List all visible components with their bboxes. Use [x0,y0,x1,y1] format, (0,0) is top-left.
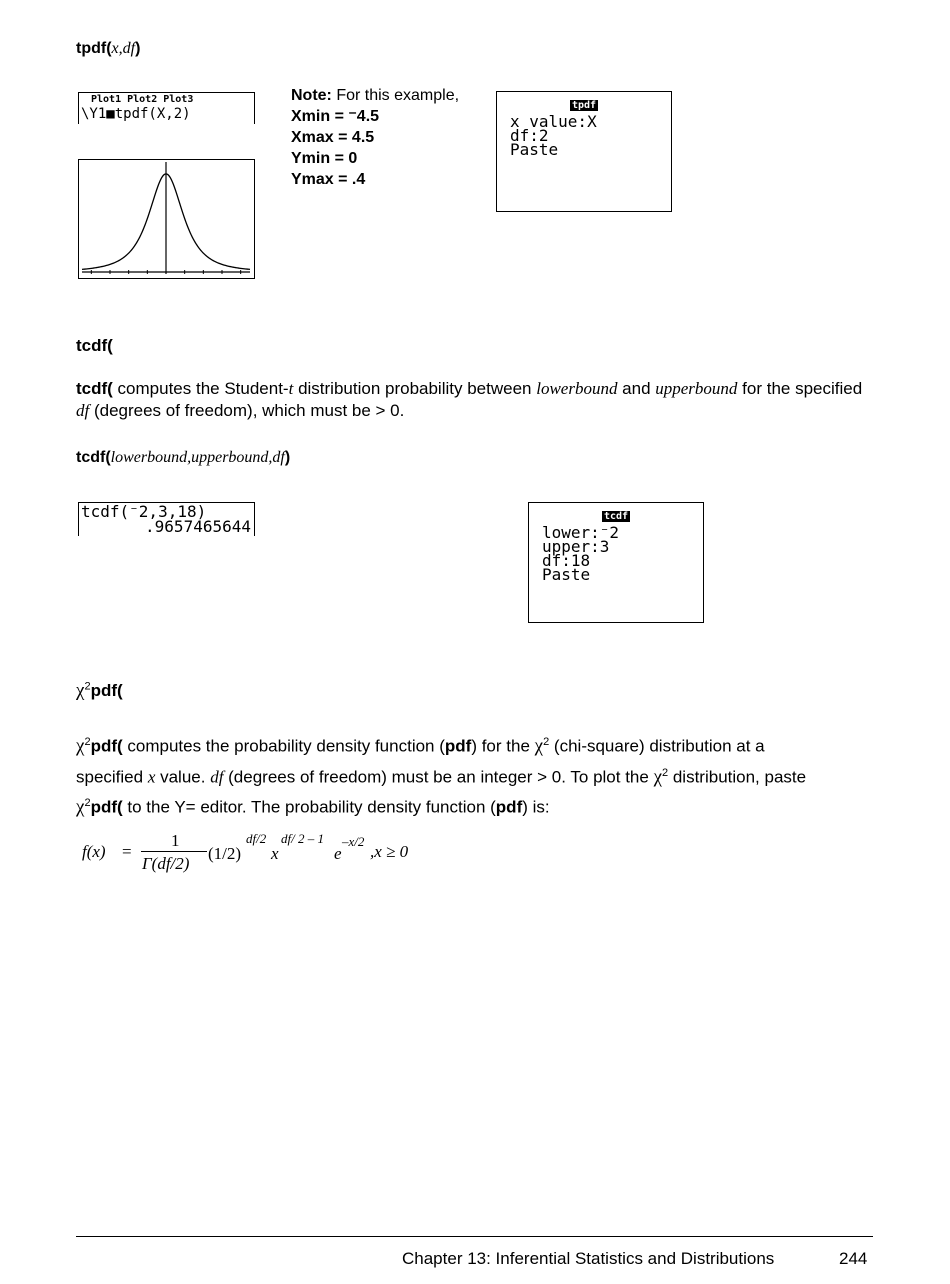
tcdf-home-screen [78,502,255,536]
tpdf-graph-screen [78,159,255,279]
tpdf-graph [79,160,253,277]
formula-half: (1/2) [208,844,242,863]
formula-denominator: Γ(df/2) [142,854,190,873]
note-ymax: Ymax = .4 [291,171,366,188]
tpdf-syntax-close: ) [135,40,141,57]
tcdf-desc-upperbound: upperbound [655,379,738,398]
chi2-desc-text-2d: distribution, paste [668,767,807,787]
tpdf-syntax-name: tpdf( [76,40,112,57]
formula-numerator: 1 [171,831,180,850]
formula-lhs: f(x) [82,842,106,861]
note-xmin: Xmin = ⁻4.5 [291,108,380,125]
tpdf-menu-df: df:2 [510,126,549,145]
tcdf-desc-name: tcdf( [76,379,113,398]
tcdf-menu-df: df:18 [542,551,591,570]
tpdf-syntax [76,40,140,58]
formula-tail: ,x ≥ 0 [370,842,409,861]
tcdf-syntax [76,449,290,467]
tcdf-syntax-args: lowerbound,upperbound,df [110,449,285,466]
footer-chapter: Chapter 13: Inferential Statistics and Distributions [402,1249,775,1268]
chi2-desc-name-1: pdf( [90,736,123,756]
chi2-heading-chi: χ [76,680,85,701]
chi2-desc-sup-3: 2 [84,797,91,810]
tcdf-syntax-close: ) [284,449,291,466]
chi2-desc-name-3: pdf( [90,797,123,817]
chi2-desc-text-2a: specified [76,767,148,787]
note-first-line [291,85,459,106]
chi2-desc-text-1a: computes the probability density function ( [122,736,445,756]
tcdf-menu-header: tcdf [603,511,629,522]
tcdf-desc-text-3: and [617,379,656,398]
tpdf-menu-paste: Paste [510,140,559,159]
tcdf-description [76,378,876,422]
tcdf-menu-header-row [529,506,703,524]
formula-eq: = [122,842,132,861]
chi2pdf-description [76,729,896,821]
tcdf-menu-lines [542,523,703,584]
yeditor-y1-line: \Y1■tpdf(X,2) [81,106,191,122]
chi2-heading-sup: 2 [84,680,91,693]
tpdf-menu-header: tpdf [571,100,597,111]
tcdf-desc-text-2: distribution probability between [293,379,537,398]
tcdf-desc-t-var: t [288,379,294,398]
formula-exp1: df/2 [246,831,267,846]
tpdf-menu-xvalue: x value:X [510,112,597,131]
tpdf-menu-screen [496,91,672,212]
chi2-desc-text-3a: to the Y= editor. The probability density function ( [122,797,496,817]
chi2-desc-text-1b: ) for the [471,736,535,756]
chi2-desc-chi-3: χ [76,796,85,818]
tcdf-desc-text-4: for the specified [737,379,863,398]
chi2-desc-text-3b: ) is: [522,797,550,817]
tcdf-desc-lowerbound: lowerbound [536,379,618,398]
chi2-desc-chi-1b: χ [534,735,544,757]
yeditor-plots-line: Plot1 Plot2 Plot3 [91,94,194,105]
tcdf-heading: tcdf( [76,336,113,355]
note-xmax: Xmax = 4.5 [291,129,375,146]
home-line-2: .9657465644 [145,517,251,536]
note-ymin: Ymin = 0 [291,150,358,167]
tpdf-syntax-args: x,df [111,40,136,57]
tcdf-desc-df: df [76,401,90,420]
chi2-desc-chi-2: χ [653,766,662,788]
footer-rule [76,1236,873,1237]
chi2-desc-text-1c: (chi-square) distribution at a [549,736,765,756]
tpdf-yeditor-screen [78,92,255,124]
tcdf-menu-upper: upper:3 [542,537,610,556]
home-line-1: tcdf(⁻2,3,18) [81,502,207,521]
tcdf-menu-screen [528,502,704,623]
chi2-desc-sup-1b: 2 [543,736,550,748]
chi2-desc-x: x [147,767,156,787]
chi2-desc-df: df [210,767,224,787]
chi2-desc-text-2c: (degrees of freedom) must be an integer > 0. To plot the [223,767,654,787]
chi2-desc-line-3 [76,790,896,821]
tcdf-desc-text-1: computes the Student- [112,379,289,398]
tpdf-menu-header-row [497,95,671,113]
tcdf-syntax-name: tcdf( [76,449,111,466]
chi2-desc-line-2 [76,760,896,791]
chi2-desc-pdf-3: pdf [495,797,523,817]
formula-x: x [271,844,279,863]
tcdf-desc-text-5: (degrees of freedom), which must be > 0. [89,401,405,420]
chi2pdf-heading [76,680,123,702]
note-text: For this example, [331,87,460,104]
formula-e: e [334,844,342,863]
formula-exp3: –x/2 [342,834,365,849]
tpdf-menu-lines [510,112,671,159]
chi2-desc-sup-1: 2 [84,736,91,748]
chi2-desc-line-1 [76,729,896,760]
tcdf-menu-paste: Paste [542,565,591,584]
chi2-desc-chi-1: χ [76,735,85,757]
chi2-heading-rest: pdf( [90,681,123,700]
tcdf-menu-lower: lower:⁻2 [542,523,620,542]
chi2pdf-formula [82,828,442,878]
chi2-desc-pdf-1: pdf [444,736,472,756]
chi2-desc-sup-2: 2 [662,766,669,779]
tpdf-note [291,85,459,190]
footer-page-number: 244 [839,1249,868,1268]
formula-exp2: df/ 2 – 1 [281,831,324,846]
note-label: Note: [291,87,332,104]
chi2-desc-text-2b: value. [155,767,211,787]
formula-fraction-bar [141,851,207,852]
